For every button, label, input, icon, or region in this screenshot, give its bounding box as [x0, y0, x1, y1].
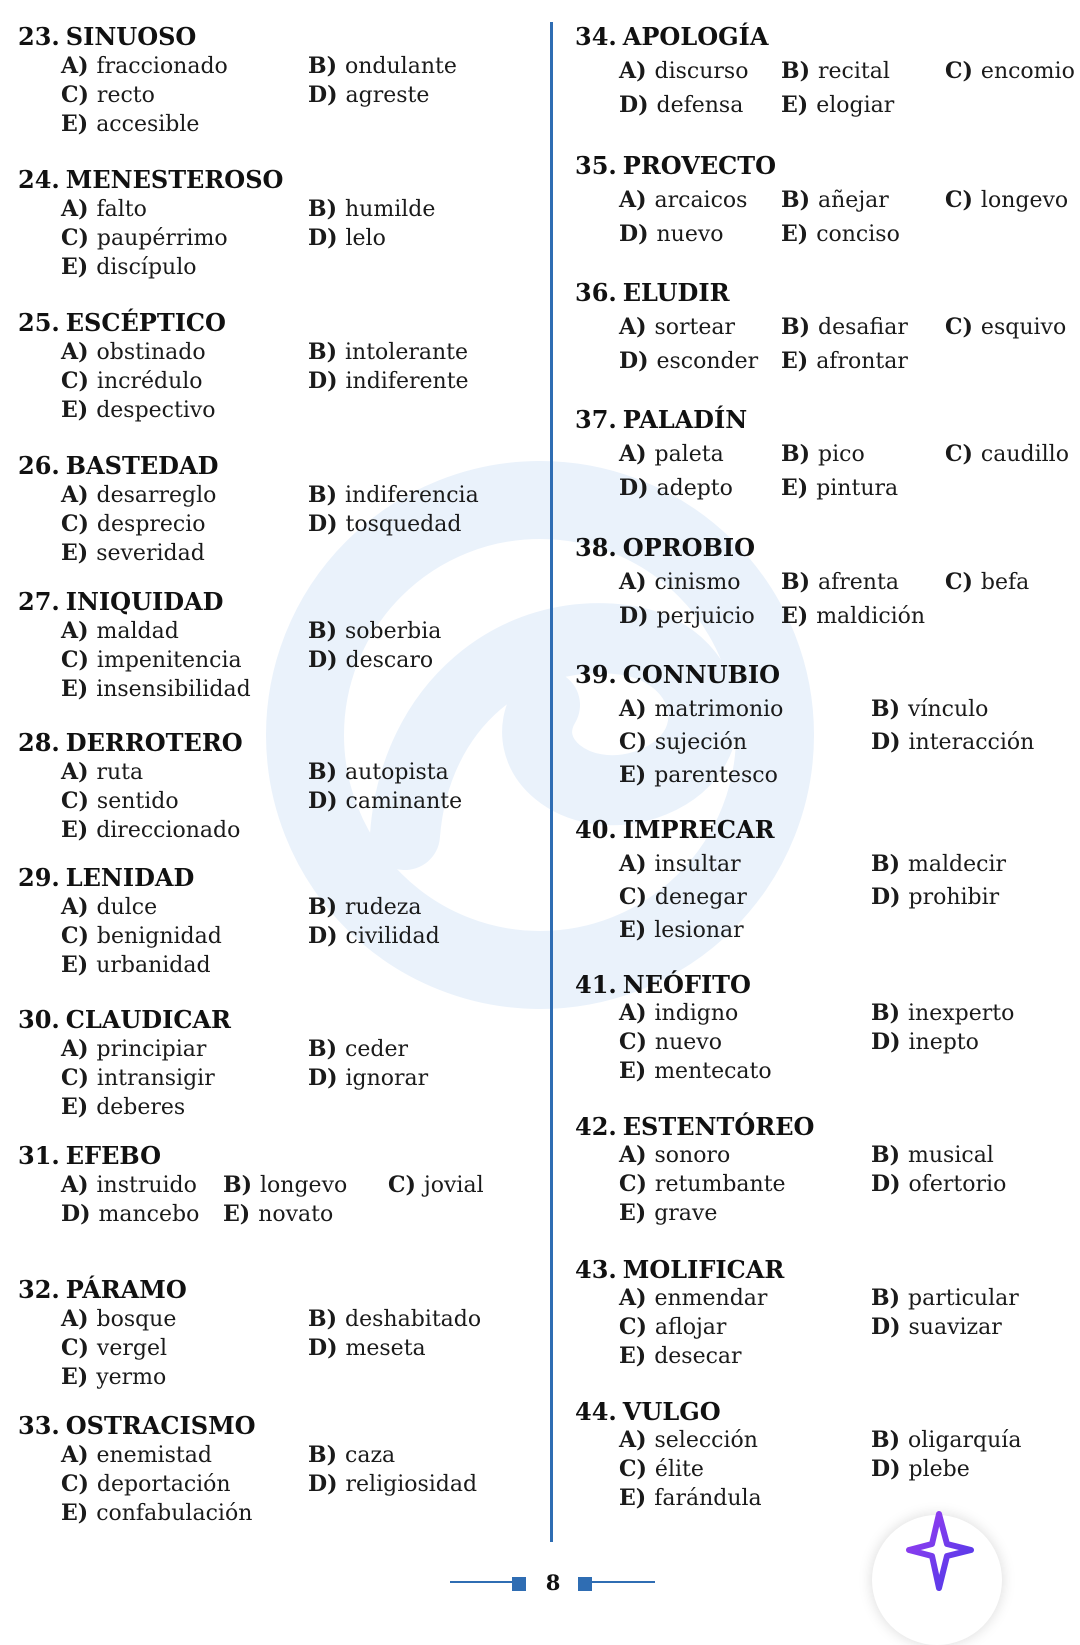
option-c[interactable]: C) nuevo: [619, 1029, 722, 1055]
question-title: 42. ESTENTÓREO: [575, 1112, 815, 1141]
option-d[interactable]: D) ofertorio: [871, 1171, 1007, 1197]
option-b[interactable]: B) ondulante: [308, 53, 457, 79]
option-a[interactable]: A) insultar: [619, 851, 741, 877]
option-b[interactable]: B) oligarquía: [871, 1427, 1022, 1453]
option-d[interactable]: D) agreste: [308, 82, 430, 108]
option-d[interactable]: D) meseta: [308, 1335, 426, 1361]
option-b[interactable]: B) longevo: [223, 1172, 348, 1198]
option-b[interactable]: B) afrenta: [781, 569, 899, 595]
option-c[interactable]: C) élite: [619, 1456, 704, 1482]
option-e[interactable]: E) farándula: [619, 1485, 762, 1511]
column-divider: [550, 22, 553, 1542]
option-a[interactable]: A) fraccionado: [61, 53, 228, 79]
option-e[interactable]: E) direccionado: [61, 817, 241, 843]
option-e[interactable]: E) insensibilidad: [61, 676, 251, 702]
option-e[interactable]: E) conciso: [781, 221, 900, 247]
option-c[interactable]: C) sentido: [61, 788, 179, 814]
sparkle-logo-icon: [905, 1510, 975, 1592]
option-e[interactable]: E) yermo: [61, 1364, 167, 1390]
option-b[interactable]: B) musical: [871, 1142, 994, 1168]
option-b[interactable]: B) caza: [308, 1442, 396, 1468]
option-c[interactable]: C) esquivo: [945, 314, 1067, 340]
option-a[interactable]: A) matrimonio: [619, 696, 784, 722]
option-e[interactable]: E) confabulación: [61, 1500, 253, 1526]
option-d[interactable]: D) mancebo: [61, 1201, 200, 1227]
option-e[interactable]: E) grave: [619, 1200, 718, 1226]
footer-square-left: [512, 1577, 526, 1591]
option-d[interactable]: D) defensa: [619, 92, 744, 118]
option-b[interactable]: B) añejar: [781, 187, 889, 213]
option-b[interactable]: B) ceder: [308, 1036, 408, 1062]
option-e[interactable]: E) deberes: [61, 1094, 186, 1120]
option-a[interactable]: A) dulce: [61, 894, 158, 920]
option-c[interactable]: C) befa: [945, 569, 1030, 595]
option-d[interactable]: D) descaro: [308, 647, 434, 673]
option-a[interactable]: A) paleta: [619, 441, 724, 467]
option-a[interactable]: A) selección: [619, 1427, 758, 1453]
option-e[interactable]: E) pintura: [781, 475, 899, 501]
option-d[interactable]: D) perjuicio: [619, 603, 755, 629]
option-c[interactable]: C) incrédulo: [61, 368, 203, 394]
option-e[interactable]: E) severidad: [61, 540, 205, 566]
page-number: 8: [545, 1570, 561, 1595]
question-title: 32. PÁRAMO: [18, 1275, 187, 1304]
option-d[interactable]: D) ignorar: [308, 1065, 429, 1091]
option-a[interactable]: A) sortear: [619, 314, 736, 340]
option-a[interactable]: A) discurso: [619, 58, 749, 84]
option-e[interactable]: E) parentesco: [619, 762, 778, 788]
option-b[interactable]: B) humilde: [308, 196, 436, 222]
option-c[interactable]: C) denegar: [619, 884, 747, 910]
question-title: 44. VULGO: [575, 1397, 721, 1426]
option-a[interactable]: A) instruido: [61, 1172, 197, 1198]
option-c[interactable]: C) deportación: [61, 1471, 231, 1497]
option-b[interactable]: B) intolerante: [308, 339, 469, 365]
page-footer: [450, 1570, 655, 1595]
option-d[interactable]: D) civilidad: [308, 923, 440, 949]
question-title: 31. EFEBO: [18, 1141, 162, 1170]
question-title: 28. DERROTERO: [18, 728, 243, 757]
option-b[interactable]: B) vínculo: [871, 696, 989, 722]
question-title: 25. ESCÉPTICO: [18, 308, 226, 337]
footer-square-right: [578, 1577, 592, 1591]
option-a[interactable]: A) desarreglo: [61, 482, 217, 508]
option-a[interactable]: A) enmendar: [619, 1285, 768, 1311]
option-c[interactable]: C) vergel: [61, 1335, 168, 1361]
option-e[interactable]: E) desecar: [619, 1343, 742, 1369]
option-d[interactable]: D) adepto: [619, 475, 733, 501]
option-d[interactable]: D) interacción: [871, 729, 1035, 755]
question-title: 27. INIQUIDAD: [18, 587, 224, 616]
option-d[interactable]: D) prohibir: [871, 884, 1000, 910]
option-b[interactable]: B) deshabitado: [308, 1306, 482, 1332]
option-a[interactable]: A) bosque: [61, 1306, 177, 1332]
option-e[interactable]: E) accesible: [61, 111, 200, 137]
option-c[interactable]: C) intransigir: [61, 1065, 215, 1091]
option-d[interactable]: D) plebe: [871, 1456, 970, 1482]
option-c[interactable]: C) caudillo: [945, 441, 1069, 467]
option-d[interactable]: D) suavizar: [871, 1314, 1002, 1340]
option-b[interactable]: B) soberbia: [308, 618, 442, 644]
option-c[interactable]: C) jovial: [388, 1172, 484, 1198]
option-e[interactable]: E) lesionar: [619, 917, 744, 943]
option-c[interactable]: C) recto: [61, 82, 155, 108]
option-d[interactable]: D) caminante: [308, 788, 463, 814]
option-c[interactable]: C) longevo: [945, 187, 1069, 213]
option-c[interactable]: C) benignidad: [61, 923, 222, 949]
option-d[interactable]: D) inepto: [871, 1029, 979, 1055]
option-b[interactable]: B) rudeza: [308, 894, 422, 920]
question-title: 29. LENIDAD: [18, 863, 195, 892]
option-d[interactable]: D) religiosidad: [308, 1471, 478, 1497]
question-title: 35. PROVECTO: [575, 151, 777, 180]
option-a[interactable]: A) arcaicos: [619, 187, 748, 213]
question-title: 43. MOLIFICAR: [575, 1255, 785, 1284]
option-a[interactable]: A) falto: [61, 196, 147, 222]
option-a[interactable]: A) enemistad: [61, 1442, 212, 1468]
option-b[interactable]: B) recital: [781, 58, 890, 84]
question-title: 40. IMPRECAR: [575, 815, 775, 844]
option-c[interactable]: C) paupérrimo: [61, 225, 228, 251]
question-title: 26. BASTEDAD: [18, 451, 219, 480]
option-a[interactable]: A) indigno: [619, 1000, 739, 1026]
option-b[interactable]: B) desafiar: [781, 314, 908, 340]
option-e[interactable]: E) afrontar: [781, 348, 908, 374]
option-d[interactable]: D) lelo: [308, 225, 386, 251]
question-title: 23. SINUOSO: [18, 22, 197, 51]
option-d[interactable]: D) nuevo: [619, 221, 724, 247]
option-e[interactable]: E) mentecato: [619, 1058, 772, 1084]
question-title: 39. CONNUBIO: [575, 660, 780, 689]
option-b[interactable]: B) maldecir: [871, 851, 1007, 877]
option-c[interactable]: C) desprecio: [61, 511, 206, 537]
option-e[interactable]: E) maldición: [781, 603, 926, 629]
question-title: 41. NEÓFITO: [575, 970, 751, 999]
footer-line-left: [450, 1581, 512, 1583]
option-c[interactable]: C) retumbante: [619, 1171, 786, 1197]
question-title: 36. ELUDIR: [575, 278, 730, 307]
question-title: 34. APOLOGÍA: [575, 22, 769, 51]
option-a[interactable]: A) maldad: [61, 618, 179, 644]
question-title: 38. OPROBIO: [575, 533, 755, 562]
option-e[interactable]: E) discípulo: [61, 254, 197, 280]
option-b[interactable]: B) pico: [781, 441, 865, 467]
option-c[interactable]: C) encomio: [945, 58, 1075, 84]
option-d[interactable]: D) tosquedad: [308, 511, 462, 537]
option-e[interactable]: E) novato: [223, 1201, 334, 1227]
option-a[interactable]: A) obstinado: [61, 339, 206, 365]
option-c[interactable]: C) aflojar: [619, 1314, 727, 1340]
option-e[interactable]: E) elogiar: [781, 92, 895, 118]
question-title: 33. OSTRACISMO: [18, 1411, 256, 1440]
option-a[interactable]: A) sonoro: [619, 1142, 731, 1168]
option-b[interactable]: B) particular: [871, 1285, 1019, 1311]
option-b[interactable]: B) indiferencia: [308, 482, 479, 508]
option-d[interactable]: D) indiferente: [308, 368, 469, 394]
option-a[interactable]: A) principiar: [61, 1036, 207, 1062]
question-title: 30. CLAUDICAR: [18, 1005, 231, 1034]
option-e[interactable]: E) despectivo: [61, 397, 216, 423]
option-e[interactable]: E) urbanidad: [61, 952, 211, 978]
option-c[interactable]: C) impenitencia: [61, 647, 242, 673]
question-title: 37. PALADÍN: [575, 405, 748, 434]
option-c[interactable]: C) sujeción: [619, 729, 747, 755]
footer-line-right: [592, 1581, 655, 1583]
question-title: 24. MENESTEROSO: [18, 165, 284, 194]
option-b[interactable]: B) autopista: [308, 759, 449, 785]
option-b[interactable]: B) inexperto: [871, 1000, 1015, 1026]
option-a[interactable]: A) ruta: [61, 759, 144, 785]
option-d[interactable]: D) esconder: [619, 348, 759, 374]
option-a[interactable]: A) cinismo: [619, 569, 741, 595]
